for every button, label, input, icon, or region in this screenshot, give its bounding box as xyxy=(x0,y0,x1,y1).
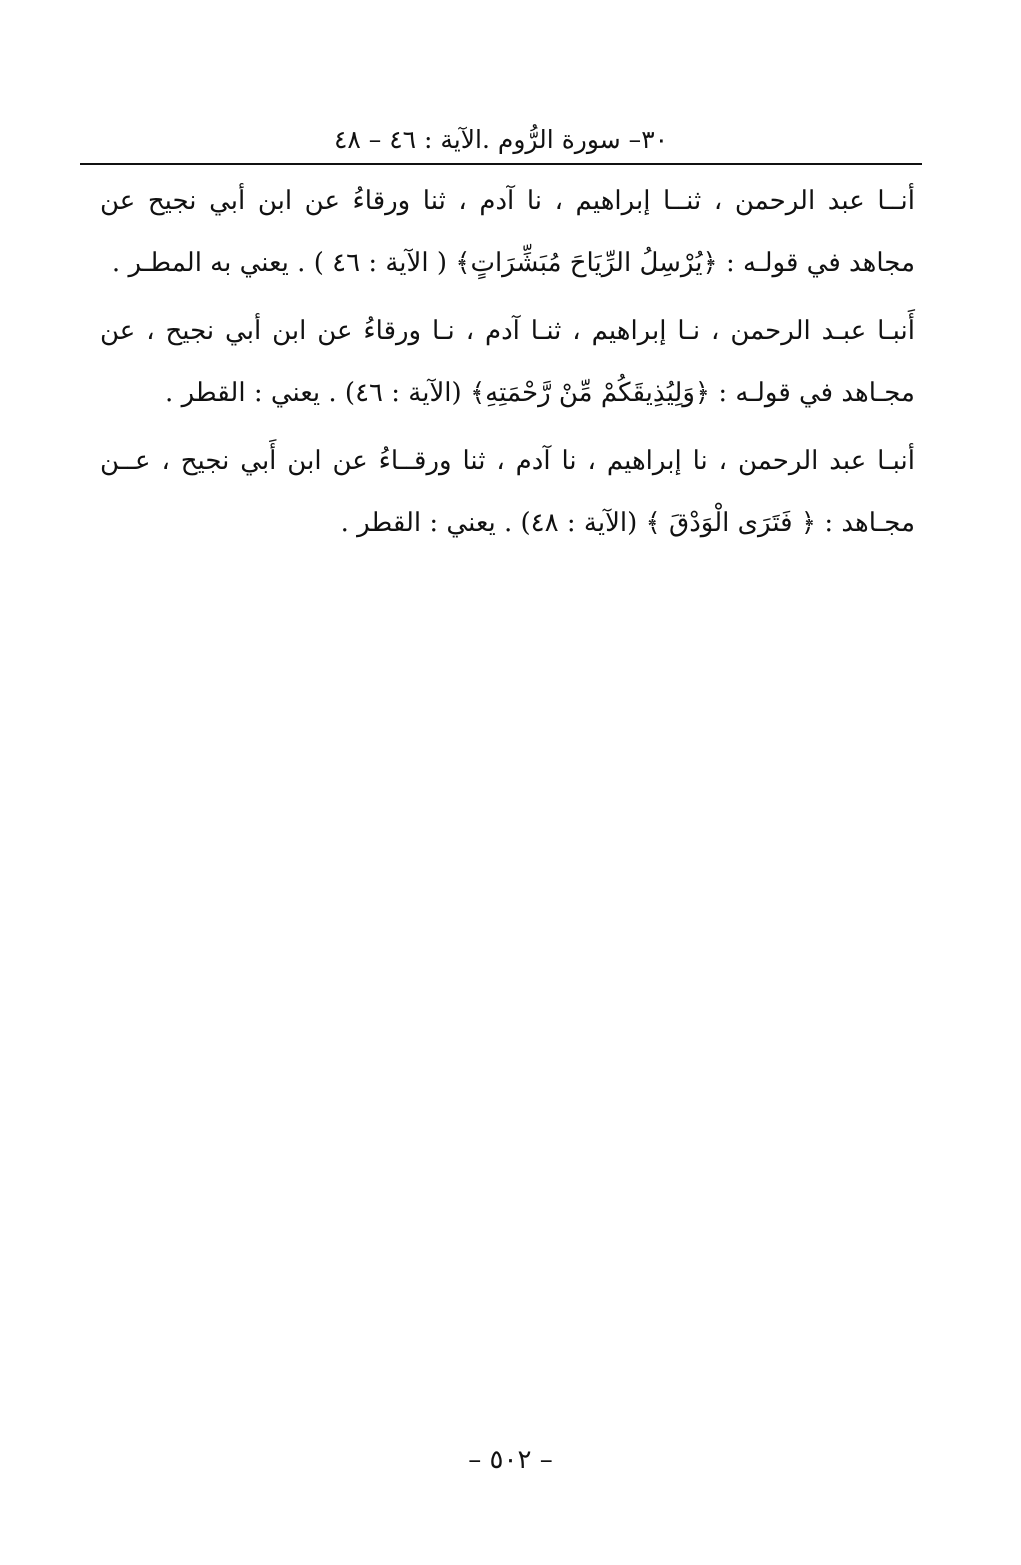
paragraph-2 xyxy=(100,300,915,424)
paragraph-3 xyxy=(100,430,915,554)
running-header: ٣٠– سورة الرُّوم .الآية : ٤٦ – ٤٨ xyxy=(333,125,669,154)
body-text xyxy=(100,170,915,560)
page-number: – ٥٠٢ – xyxy=(468,1445,553,1475)
paragraph-3-text: أنبـا عبد الرحمن ، نا إبراهيم ، نا آدم ، ثنا ورقــاءُ عن ابن أَبي نجيح ، عــن مجـاهد : ﴿ فَتَرَى الْوَدْقَ ﴾ (الآية : ٤٨) . يعني : القطر . xyxy=(100,446,915,538)
header-rule xyxy=(80,163,922,165)
paragraph-1 xyxy=(100,170,915,294)
paragraph-2-text: أَنبـا عبـد الرحمن ، نـا إبراهيم ، ثنـا آدم ، نـا ورقاءُ عن ابن أبي نجيح ، عن مجـاهد في قولـه : ﴿وَلِيُذِيقَكُمْ مِّنْ رَّحْمَتِهِ﴾ (الآية : ٤٦) . يعني : القطر . xyxy=(100,316,915,408)
paragraph-1-text: أنــا عبد الرحمن ، ثنــا إبراهيم ، نا آدم ، ثنا ورقاءُ عن ابن أبي نجيح عن مجاهد في قولـه : ﴿يُرْسِلُ الرِّيَاحَ مُبَشِّرَاتٍ﴾ ( الآية : ٤٦ ) . يعني به المطـر . xyxy=(100,186,915,278)
